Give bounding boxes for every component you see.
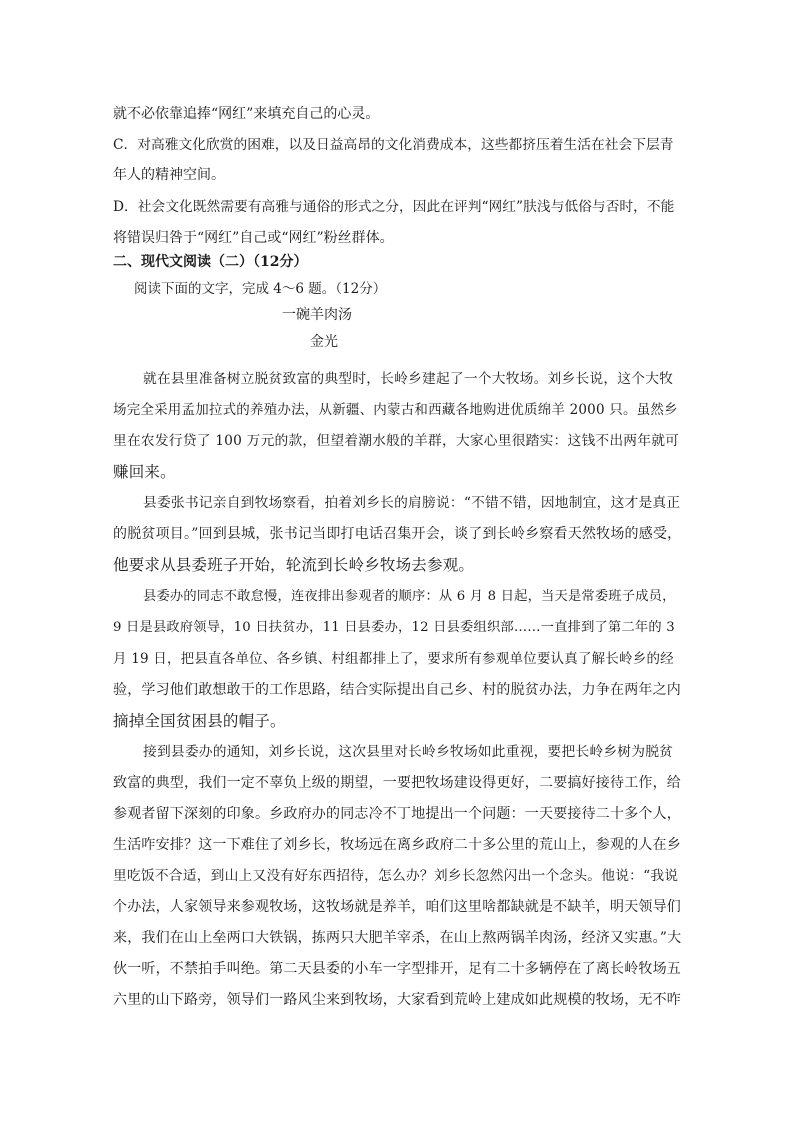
article-line: 验，学习他们敢想敢干的工作思路，结合实际提出自己乡、村的脱贫办法，力争在两年之内 — [113, 682, 681, 698]
article-title: 一碗羊肉汤 — [282, 307, 352, 323]
article-line: 六里的山下路旁，领导们一路风尘来到牧场，大家看到荒岭上建成如此规模的牧场，无不咋 — [113, 992, 681, 1008]
article-line: 参观者留下深刻的印象。乡政府办的同志冷不丁地提出一个问题：一天要接待二十多个人， — [113, 806, 681, 822]
article-line: 9 日是县政府领导，10 日扶贫办，11 日县委办，12 日县委组织部……一直排到了第二年的 3 — [113, 620, 675, 635]
article-author: 金光 — [310, 334, 338, 350]
article-line: 个办法，人家领导来参观牧场，这牧场就是养羊，咱们这里啥都缺就是不缺羊，明天领导们 — [113, 899, 681, 915]
article-line: 赚回来。 — [113, 463, 176, 481]
article-line: 县委办的同志不敢怠慢，连夜排出参观者的顺序：从 6 月 8 日起，当天是常委班子成员， — [143, 589, 676, 604]
option-b-tail: 就不必依靠追捧“网红”来填充自己的心灵。 — [113, 106, 380, 122]
article-line: 的脱贫项目。”回到县城，张书记当即打电话召集开会，谈了到长岭乡察看天然牧场的感受， — [113, 526, 682, 542]
article-line: 他要求从县委班子开始，轮流到长岭乡牧场去参观。 — [113, 556, 475, 574]
article-line: 场完全采用孟加拉式的养殖办法，从新疆、内蒙古和西藏各地购进优质绵羊 2000 只。虽然乡 — [113, 402, 678, 418]
article-line: 来，我们在山上垒两口大铁锅，拣两只大肥羊宰杀，在山上熬两锅羊肉汤，经济又实惠。”大 — [113, 930, 682, 946]
option-c-line-2: 年人的精神空间。 — [113, 167, 225, 183]
option-d-line-1: D．社会文化既然需要有高雅与通俗的形式之分，因此在评判“网红”肤浅与低俗与否时，不能 — [113, 199, 675, 215]
article-line: 摘掉全国贫困县的帽子。 — [113, 712, 286, 730]
article-line: 生活咋安排？这一下难住了刘乡长，牧场远在离乡政府二十多公里的荒山上，参观的人在乡 — [113, 837, 681, 853]
article-line: 里在农发行贷了 100 万元的款，但望着潮水般的羊群，大家心里很踏实：这钱不出两年就可 — [113, 433, 680, 449]
option-d-line-2: 将错误归咎于“网红”自己或“网红”粉丝群体。 — [113, 230, 394, 246]
article-line: 就在县里准备树立脱贫致富的典型时，长岭乡建起了一个大牧场。刘乡长说，这个大牧 — [143, 371, 674, 387]
article-line: 里吃饭不合适，到山上又没有好东西招待，怎么办？刘乡长忽然闪出一个念头。他说：“我说 — [113, 868, 679, 884]
section-heading: 二、现代文阅读（二）（12分） — [113, 254, 308, 270]
article-line: 县委张书记亲自到牧场察看，拍着刘乡长的肩膀说：“不错不错，因地制宜，这才是真正 — [143, 495, 681, 511]
article-line: 接到县委办的通知，刘乡长说，这次县里对长岭乡牧场如此重视，要把长岭乡树为脱贫 — [143, 744, 674, 760]
article-line: 伙一听，不禁拍手叫绝。第二天县委的小车一字型排开，足有二十多辆停在了离长岭牧场五 — [113, 961, 681, 977]
article-line: 致富的典型，我们一定不辜负上级的期望，一要把牧场建设得更好，二要搞好接待工作，给 — [113, 775, 681, 791]
option-c-line-1: C．对高雅文化欣赏的困难，以及日益高昂的文化消费成本，这些都挤压着生活在社会下层青 — [113, 137, 674, 153]
section-instruction: 阅读下面的文字，完成 4～6 题。（12分） — [134, 281, 387, 297]
article-line: 月 19 日，把县直各单位、各乡镇、村组都排上了，要求所有参观单位要认真了解长岭乡的经 — [113, 651, 674, 667]
